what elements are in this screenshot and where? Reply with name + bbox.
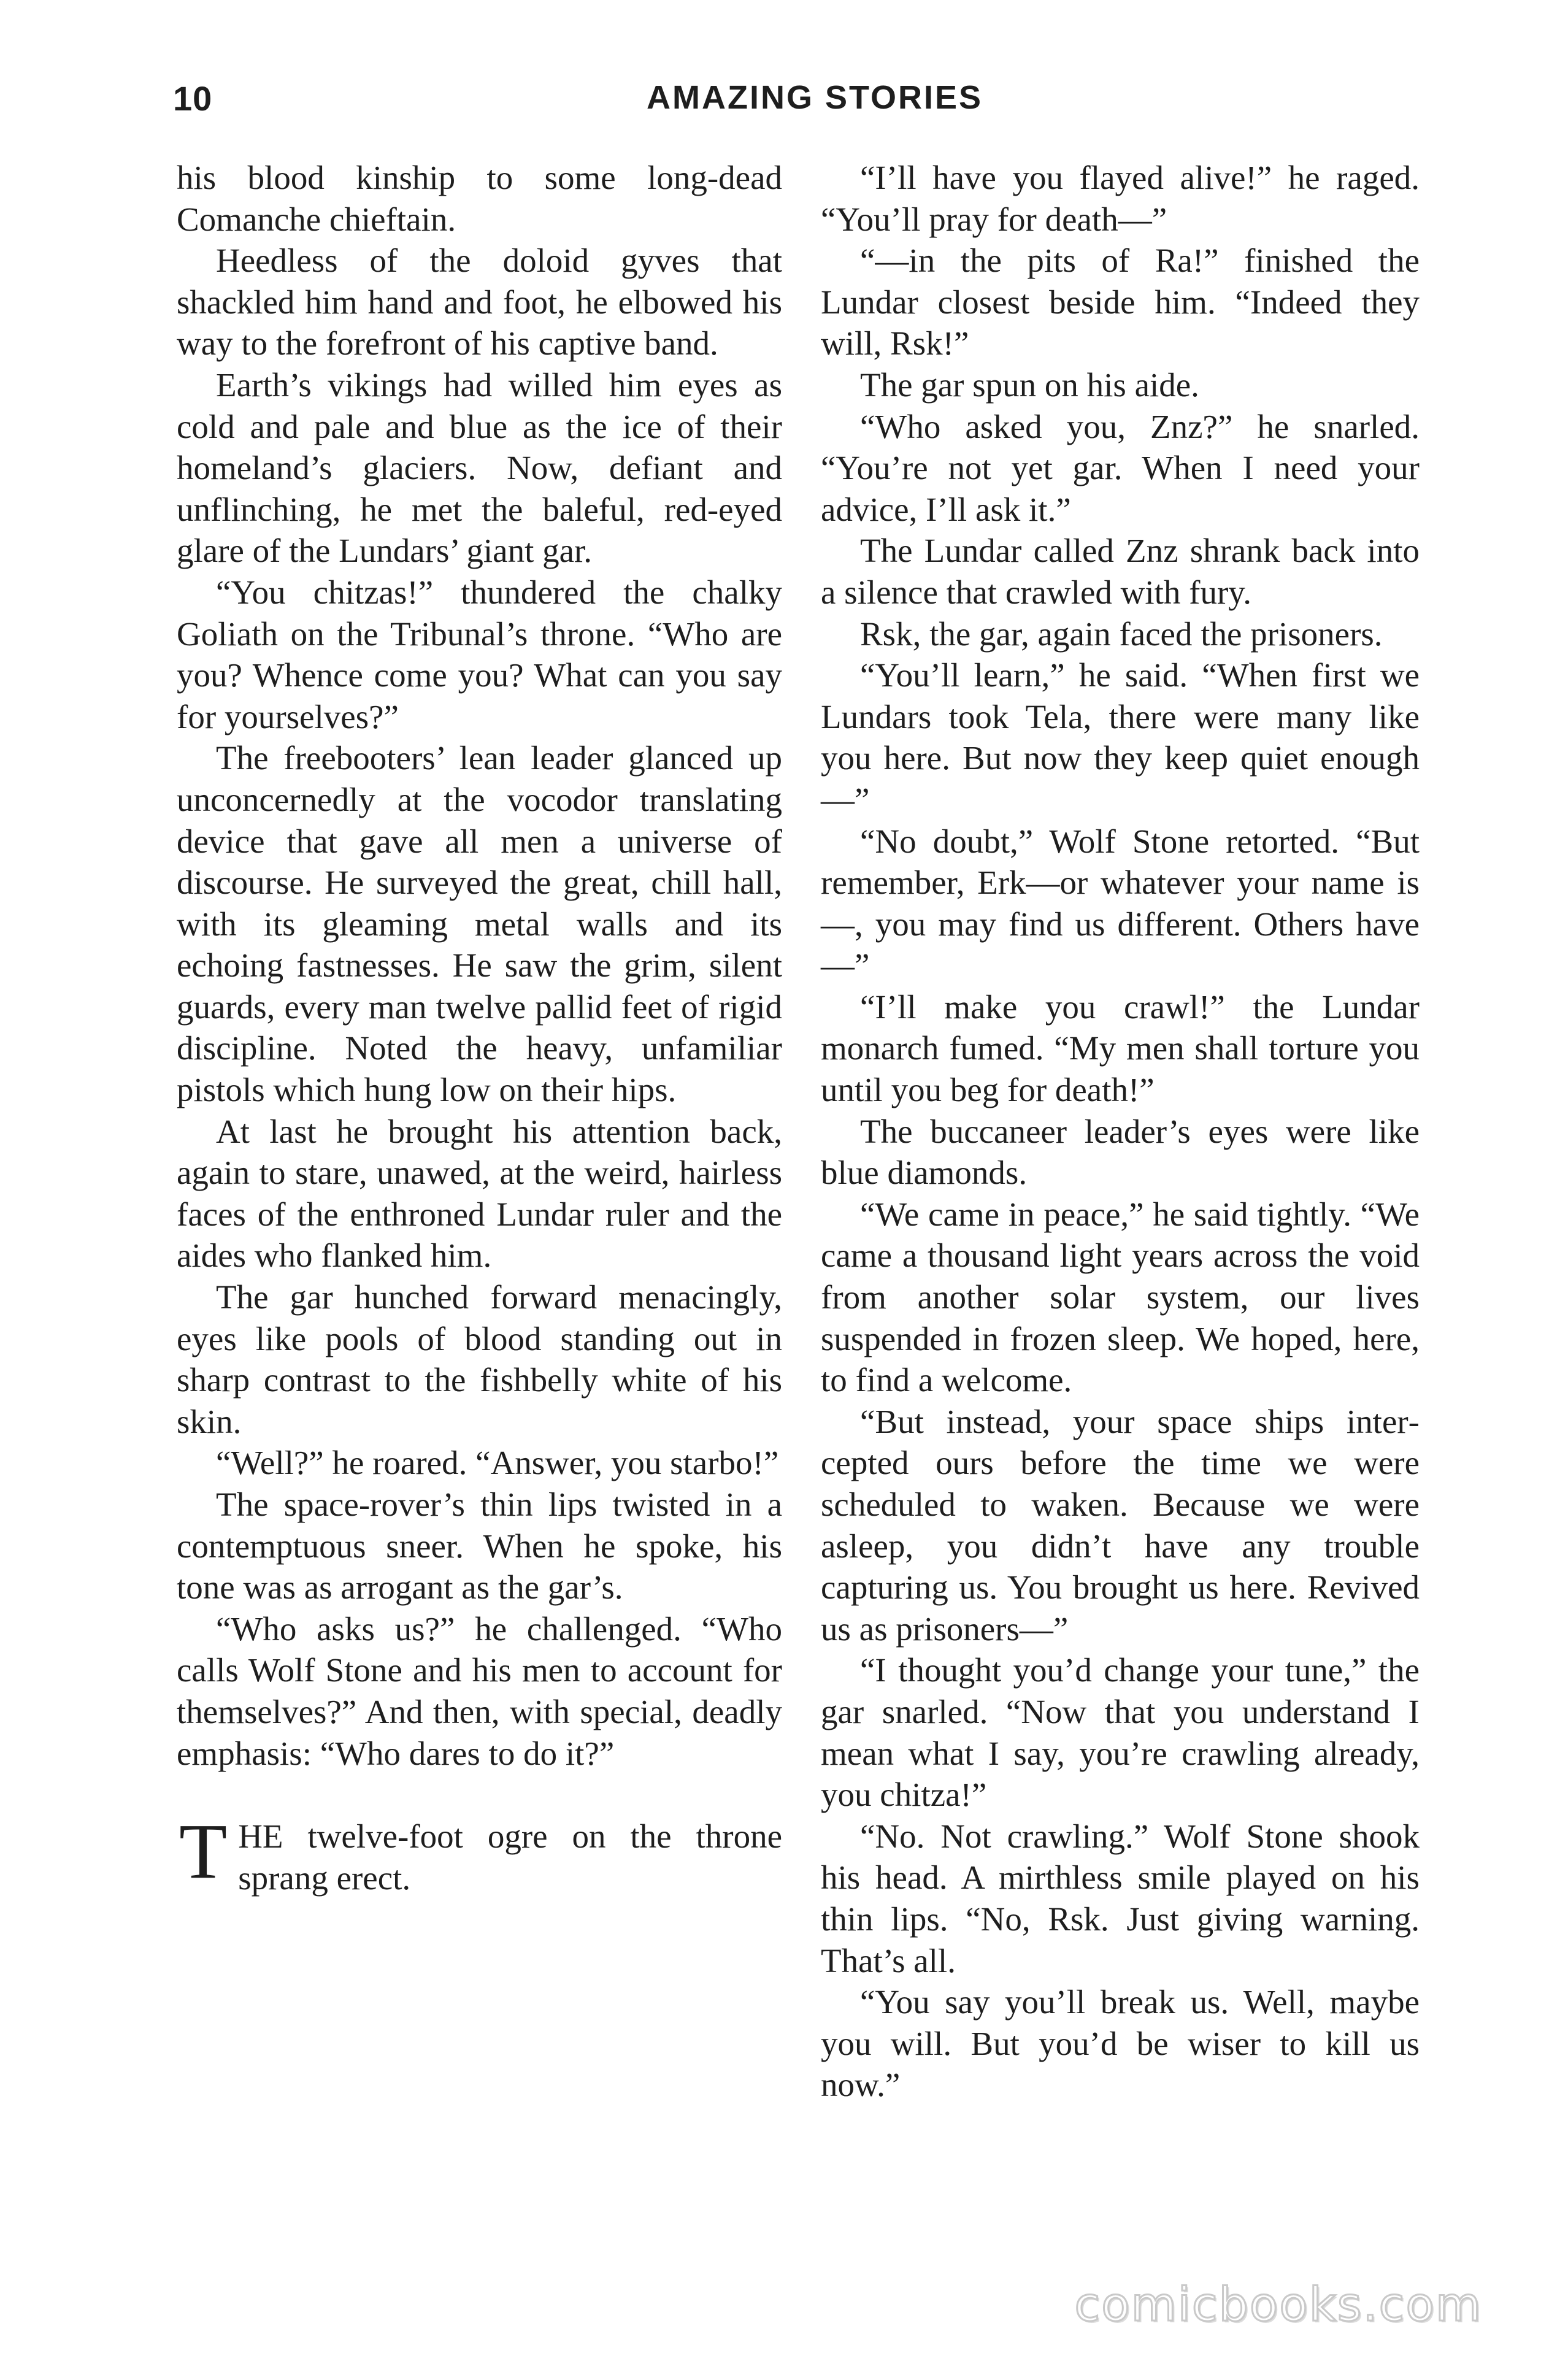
left-column <box>177 157 782 1898</box>
paragraph: “No doubt,” Wolf Stone retorted. “But remember, Erk—or whatever your name is—, you may find us different. Others have—” <box>821 822 1420 985</box>
paragraph: The buccaneer leader’s eyes were like blue diamonds. <box>821 1112 1420 1192</box>
paragraph: Heedless of the doloid gyves that shackled him hand and foot, he elbowed his way to the forefront of his captive band. <box>177 242 782 363</box>
page-header <box>0 79 1541 121</box>
paragraph: “You chitzas!” thundered the chalky Goliath on the Tribunal’s throne. “Who are you? Whence come you? What can you say for yourselves?” <box>177 573 782 735</box>
paragraph: The Lundar called Znz shrank back into a silence that crawled with fury. <box>821 532 1420 611</box>
paragraph: “Well?” he roared. “Answer, you starbo!” <box>216 1444 779 1482</box>
paragraph: “—in the pits of Ra!” finished the Lundar closest beside him. “Indeed they will, Rsk!” <box>821 242 1420 363</box>
paragraph: Rsk, the gar, again faced the prisoners. <box>860 615 1383 653</box>
paragraph-text: HE twelve-foot ogre on the throne sprang erect. <box>238 1818 782 1897</box>
paragraph: “Who asked you, Znz?” he snarled. “You’re not yet gar. When I need your advice, I’ll ask it.” <box>821 407 1420 528</box>
right-column <box>821 157 1420 2106</box>
paragraph: “No. Not crawling.” Wolf Stone shook his head. A mirthless smile played on his thin lips. “No, Rsk. Just giving warning. That’s all. <box>821 1817 1420 1979</box>
paragraph: “We came in peace,” he said tightly. “We came a thousand light years across the void from another solar system, our lives suspended in frozen sleep. We hoped, here, to find a welcome. <box>821 1195 1420 1399</box>
paragraph: The space-rover’s thin lips twisted in a contemptuous sneer. When he spoke, his tone was as arrogant as the gar’s. <box>177 1486 782 1606</box>
paragraph: “You say you’ll break us. Well, maybe you will. But you’d be wiser to kill us now.” <box>821 1983 1420 2104</box>
drop-cap: T <box>179 1808 228 1895</box>
section-paragraph <box>177 1808 782 1898</box>
paragraph: “I’ll have you flayed alive!” he raged. “You’ll pray for death—” <box>821 159 1420 238</box>
paragraph: The freebooters’ lean leader glanced up unconcernedly at the vocodor translating device that gave all men a universe of discourse. He surveyed the great, chill hall, with its gleaming metal walls and its echoing fastnesses. He saw the grim, silent guards, every man twelve pallid feet of rigid discipline. Noted the heavy, unfamiliar pistols which hung low on their hips. <box>177 739 782 1109</box>
watermark: comicbooks.com <box>1074 2277 1482 2332</box>
paragraph: The gar hunched forward menacingly, eyes like pools of blood standing out in sharp contrast to the fishbelly white of his skin. <box>177 1278 782 1440</box>
paragraph: his blood kinship to some long-dead Comanche chieftain. <box>177 159 782 238</box>
paragraph: “You’ll learn,” he said. “When first we Lundars took Tela, there were many like you here. But now they keep quiet enough—” <box>821 656 1420 818</box>
paragraph: Earth’s vikings had willed him eyes as cold and pale and blue as the ice of their homeland’s glaciers. Now, defiant and unflinching, he met the baleful, red-eyed glare of the Lundars’ giant gar. <box>177 366 782 570</box>
paragraph: “I thought you’d change your tune,” the gar snarled. “Now that you understand I mean what I say, you’re crawling already, you chitza!” <box>821 1651 1420 1814</box>
paragraph: At last he brought his attention back, again to stare, unawed, at the weird, hairless faces of the enthroned Lundar ruler and the aides who flanked him. <box>177 1112 782 1275</box>
paragraph: “But instead, your space ships intercepted ours before the time we were scheduled to waken. Because we were asleep, you didn’t have any trouble capturing us. You brought us here. Revived us as prisoners—” <box>821 1402 1420 1648</box>
page-number: 10 <box>173 79 213 118</box>
running-head: AMAZING STORIES <box>647 79 983 116</box>
paragraph: The gar spun on his aide. <box>860 366 1199 404</box>
paragraph: “I’ll make you crawl!” the Lundar monarch fumed. “My men shall torture you until you beg for death!” <box>821 988 1420 1109</box>
paragraph: “Who asks us?” he challenged. “Who calls Wolf Stone and his men to account for themselves?” And then, with special, deadly emphasis: “Who dares to do it?” <box>177 1610 782 1772</box>
